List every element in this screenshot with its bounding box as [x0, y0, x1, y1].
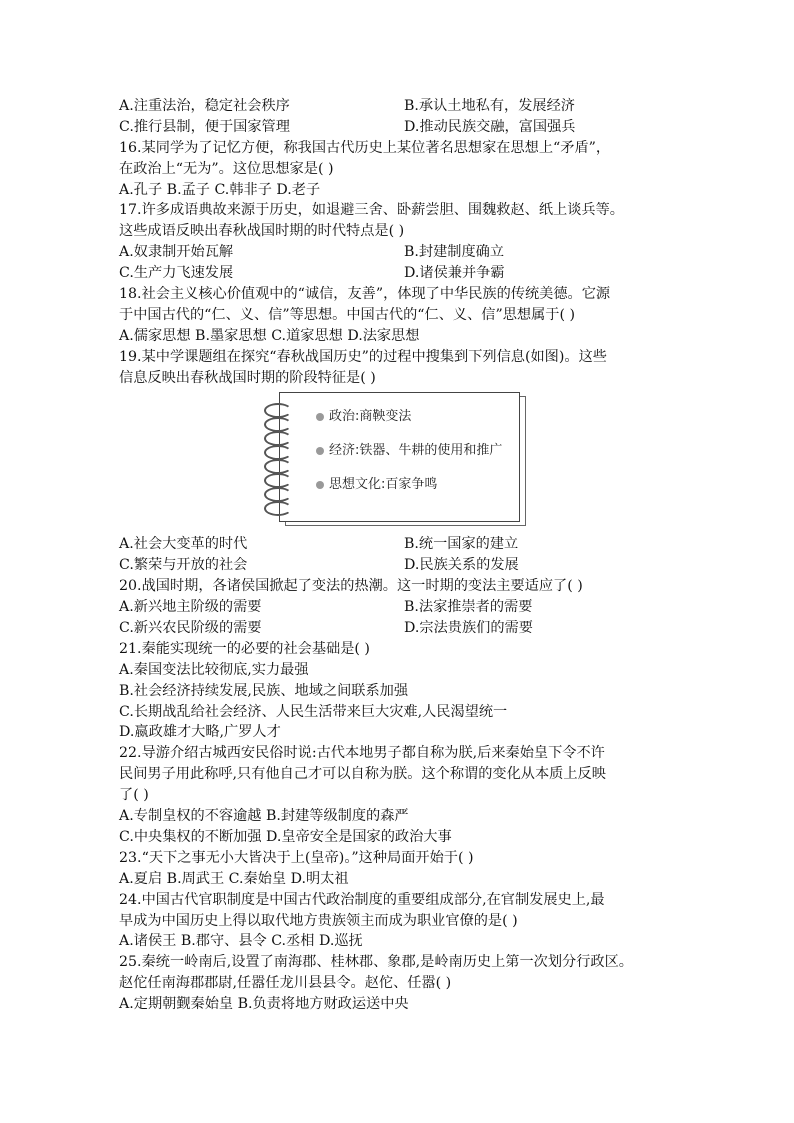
q17-option-a[interactable]: A.奴隶制开始瓦解 [119, 244, 234, 261]
q17-option-c[interactable]: C.生产力飞速发展 [119, 265, 234, 282]
q21-option-a[interactable]: A.秦国变法比较彻底,实力最强 [119, 661, 309, 678]
q19-stem-line2: 信息反映出春秋战国时期的阶段特征是( ) [119, 369, 376, 386]
notebook-bullet-culture [316, 475, 502, 509]
q21-stem: 21.秦能实现统一的必要的社会基础是( ) [119, 640, 370, 657]
spiral-ring-icon [264, 445, 292, 460]
spiral-ring-icon [264, 501, 292, 516]
q15-option-b[interactable]: B.承认土地私有，发展经济 [404, 98, 575, 114]
spiral-ring-icon [264, 417, 292, 432]
q24-options[interactable]: A.诸侯王 B.郡守、县令 C.丞相 D.巡抚 [119, 933, 363, 950]
bullet-dot-icon [316, 447, 324, 455]
q22-stem-line3: 了( ) [119, 787, 149, 804]
notebook-bullet-economy [316, 441, 502, 475]
q19-options-ab [119, 534, 679, 555]
notebook-bullets [316, 407, 502, 509]
q20-options-ab [119, 597, 679, 618]
q21-option-b[interactable]: B.社会经济持续发展,民族、地域之间联系加强 [119, 682, 409, 699]
q24-stem-line2: 早成为中国历史上得以取代地方贵族领主而成为职业官僚的是( ) [119, 912, 518, 929]
q17-options-ab [119, 242, 679, 263]
q19-option-c[interactable]: C.繁荣与开放的社会 [119, 557, 248, 574]
q20-option-a[interactable]: A.新兴地主阶级的需要 [119, 599, 262, 616]
q19-options-cd [119, 555, 679, 576]
q18-stem-line1: 18.社会主义核心价值观中的“诚信，友善”，体现了中华民族的传统美德。它源 [119, 286, 611, 303]
q20-option-c[interactable]: C.新兴农民阶级的需要 [119, 620, 262, 637]
q19-option-d[interactable]: D.民族关系的发展 [404, 557, 519, 574]
q16-stem-line1: 16.某同学为了记忆方便，称我国古代历史上某位著名思想家在思想上“矛盾”， [119, 139, 611, 156]
q21-option-d[interactable]: D.嬴政雄才大略,广罗人才 [119, 724, 281, 741]
q17-stem-line1: 17.许多成语典故来源于历史，如退避三舍、卧薪尝胆、围魏救赵、纸上谈兵等。 [119, 202, 624, 219]
q22-options-ab[interactable]: A.专制皇权的不容逾越 B.封建等级制度的森严 [119, 808, 409, 825]
q15-option-c[interactable]: C.推行县制，便于国家管理 [119, 118, 290, 135]
q15-options-cd [119, 117, 679, 138]
q18-stem-line2: 于中国古代的“仁、义、信”等思想。中国古代的“仁、义、信”思想属于( ) [119, 306, 576, 323]
bullet-dot-icon [316, 481, 324, 489]
q25-stem-line1: 25.秦统一岭南后,设置了南海郡、桂林郡、象郡,是岭南历史上第一次划分行政区。 [119, 954, 633, 971]
q15-options-ab [119, 96, 679, 117]
q19-stem-line1: 19.某中学课题组在探究“春秋战国历史”的过程中搜集到下列信息(如图)。这些 [119, 348, 607, 365]
q19-option-b[interactable]: B.统一国家的建立 [404, 536, 519, 553]
q16-options[interactable]: A.孔子 B.孟子 C.韩非子 D.老子 [119, 181, 321, 198]
notebook-bullet-text: 思想文化:百家争鸣 [329, 477, 438, 493]
notebook-figure [119, 392, 679, 530]
q17-option-d[interactable]: D.诸侯兼并争霸 [404, 265, 505, 282]
spiral-ring-icon [264, 487, 292, 502]
q20-option-d[interactable]: D.宗法贵族们的需要 [404, 620, 533, 637]
q20-stem: 20.战国时期，各诸侯国掀起了变法的热潮。这一时期的变法主要适应了( ) [119, 578, 583, 595]
q23-stem: 23.“天下之事无小大皆决于上(皇帝)。”这种局面开始于( ) [119, 849, 474, 866]
q17-options-cd [119, 263, 679, 284]
q22-stem-line1: 22.导游介绍古城西安民俗时说:古代本地男子都自称为朕,后来秦始皇下令不许 [119, 745, 605, 762]
q22-options-cd[interactable]: C.中央集权的不断加强 D.皇帝安全是国家的政治大事 [119, 828, 452, 845]
notebook-bullet-text: 政治:商鞅变法 [329, 409, 412, 425]
q25-options-ab[interactable]: A.定期朝觐秦始皇 B.负责将地方财政运送中央 [119, 996, 409, 1013]
q15-option-a[interactable]: A.注重法治，稳定社会秩序 [119, 98, 290, 114]
q19-option-a[interactable]: A.社会大变革的时代 [119, 536, 248, 553]
q16-stem-line2: 在政治上“无为”。这位思想家是( ) [119, 160, 334, 177]
q24-stem-line1: 24.中国古代官职制度是中国古代政治制度的重要组成部分,在官制发展史上,最 [119, 891, 605, 908]
q21-option-c[interactable]: C.长期战乱给社会经济、人民生活带来巨大灾难,人民渴望统一 [119, 703, 508, 720]
q20-options-cd [119, 618, 679, 639]
q18-options[interactable]: A.儒家思想 B.墨家思想 C.道家思想 D.法家思想 [119, 327, 420, 344]
notebook-bullet-text: 经济:铁器、牛耕的使用和推广 [329, 443, 503, 459]
q15-option-d[interactable]: D.推动民族交融，富国强兵 [404, 118, 576, 135]
bullet-dot-icon [316, 413, 324, 421]
q22-stem-line2: 民间男子用此称呼,只有他自己才可以自称为朕。这个称谓的变化从本质上反映 [119, 766, 606, 783]
notebook-bullet-politics [316, 407, 502, 441]
spiral-ring-icon [264, 473, 292, 488]
q25-stem-line2: 赵佗任南海郡郡尉,任嚣任龙川县县令。赵佗、任嚣( ) [119, 975, 452, 992]
notebook-page [279, 392, 520, 522]
q17-option-b[interactable]: B.封建制度确立 [404, 244, 505, 261]
q20-option-b[interactable]: B.法家推崇者的需要 [404, 599, 533, 616]
q17-stem-line2: 这些成语反映出春秋战国时期的时代特点是( ) [119, 223, 405, 240]
exam-page [119, 96, 679, 1015]
spiral-ring-icon [264, 459, 292, 474]
q23-options[interactable]: A.夏启 B.周武王 C.秦始皇 D.明太祖 [119, 870, 349, 887]
spiral-ring-icon [264, 403, 292, 418]
spiral-ring-icon [264, 431, 292, 446]
